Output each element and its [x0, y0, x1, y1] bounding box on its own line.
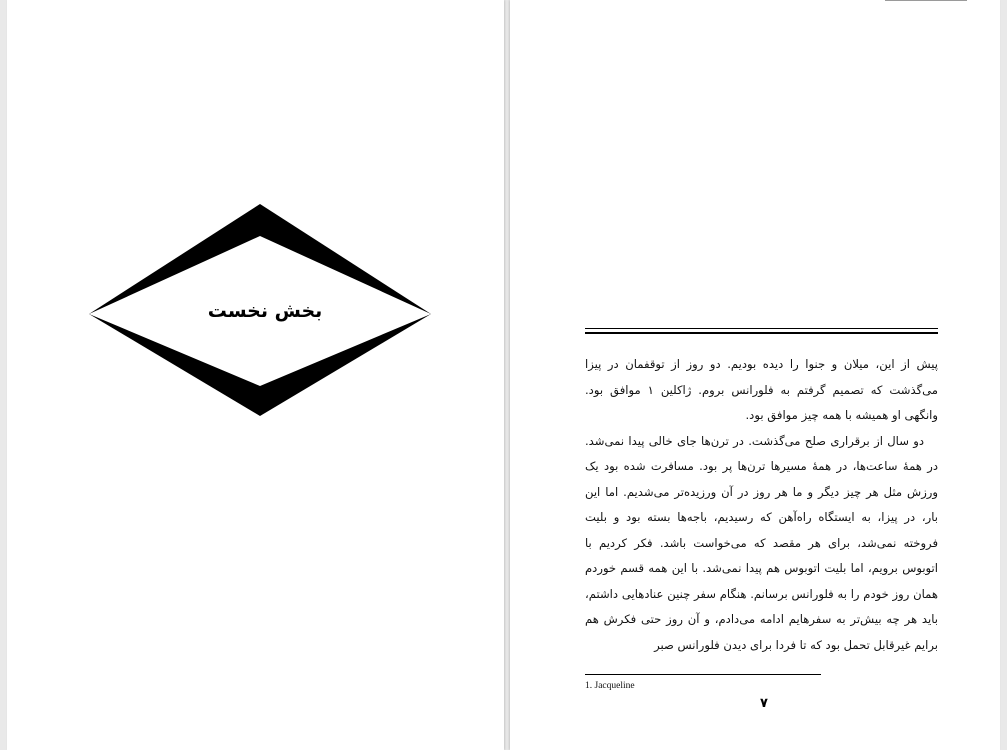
- header-rule-thick: [585, 332, 938, 334]
- paragraph-2: دو سال از برقراری صلح می‌گذشت. در ترن‌ها جای خالی پیدا نمی‌شد. در همهٔ ساعت‌ها، در همهٔ مسیرها ترن‌ها پر بود. مسافرت شده بود یک ورزش مثل هر چیز دیگر و ما هر روز در آن ورزیده‌تر می‌شدیم. اما این بار، در پیزا، به ایستگاه راه‌آهن که رسیدیم، باجه‌ها بسته بود و بلیت فروخته نمی‌شد، برای هر مقصد که می‌خواست باشد. فکر کردیم با اتوبوس برویم، اما بلیت اتوبوس هم پیدا نمی‌شد. با این همه قسم خوردم همان روز خودم را به فلورانس برسانم. هنگام سفر چنین عنادهایی داشتم، باید هر چه بیش‌تر به سفرهایم ادامه می‌دادم، و آن روز حتی فکرش هم برایم غیرقابل تحمل بود که تا فردا برای دیدن فلورانس صبر: [585, 433, 938, 652]
- footnote-rule: [585, 674, 821, 675]
- paragraph-1: پیش از این، میلان و جنوا را دیده بودیم. دو روز از توقفمان در پیزا می‌گذشت که تصمیم گرفتم به فلورانس بروم. ژاکلین ۱ موافق بود. وانگهی او همیشه با همه چیز موافق بود.: [585, 357, 938, 422]
- header-rule-thin: [585, 328, 938, 329]
- body-text: [585, 352, 938, 658]
- section-title: بخش نخست: [207, 300, 323, 322]
- left-page: [7, 0, 504, 750]
- footnote: 1. Jacqueline: [585, 681, 635, 691]
- right-page: [510, 0, 1000, 750]
- page-number: ۷: [760, 696, 768, 711]
- top-edge-mark: [885, 0, 967, 1]
